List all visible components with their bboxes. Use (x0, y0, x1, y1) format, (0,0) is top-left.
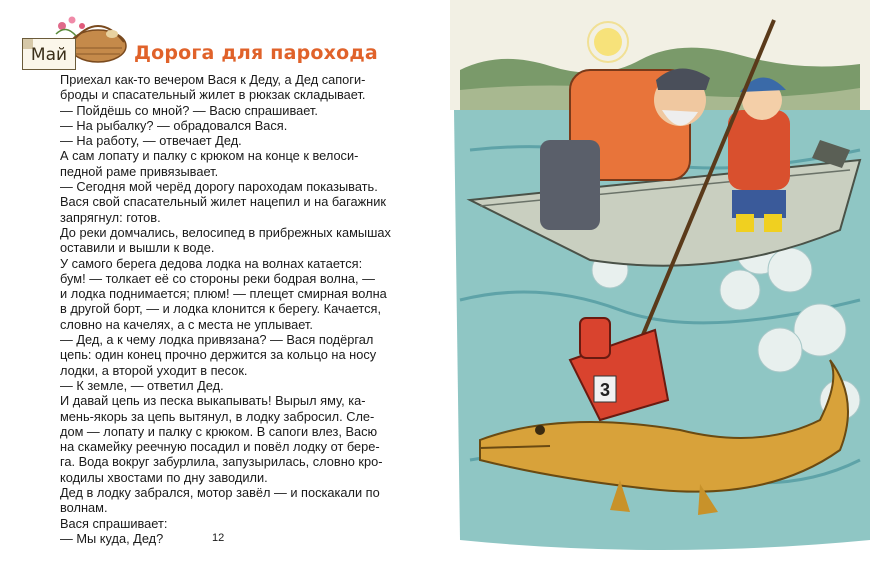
month-label: Май (30, 45, 68, 65)
story-line: запрягнул: готов. (60, 209, 161, 225)
story-line: га. Вода вокруг забурлила, запузырилась, словно кро- (60, 454, 383, 470)
story-line: броды и спасательный жилет в рюкзак складывает. (60, 87, 366, 103)
story-line: лодки, а второй уходит в песок. (60, 362, 248, 378)
story-line: цепь: один конец прочно держится за кольцо на носу (60, 347, 377, 363)
story-line: И давай цепь из песка выкапывать! Вырыл яму, ка- (60, 393, 366, 409)
story-line: педной раме привязывает. (60, 163, 219, 179)
story-line: бум! — толкает её со стороны реки бодрая волна, — (60, 270, 375, 286)
story-line: мень-якорь за цепь вытянул, в лодку забросил. Сле- (60, 408, 375, 424)
month-tab (22, 38, 76, 70)
story-text (60, 72, 396, 546)
story-line: словно на качелях, а с места не уплывает. (60, 316, 313, 332)
story-line: кодилы хвостами по дну заводили. (60, 469, 268, 485)
river-boat-illustration (440, 0, 880, 572)
story-line: У самого берега дедова лодка на волнах катается: (60, 255, 363, 271)
story-line: волнам. (60, 500, 108, 516)
story-line: — Дед, а к чему лодка привязана? — Вася подёргал (60, 332, 374, 348)
story-title: Дорога для парохода (134, 42, 378, 64)
story-line: — Мы куда, Дед? (60, 530, 164, 546)
story-line: А сам лопату и палку с крюком на конце к велоси- (60, 148, 359, 164)
story-line: на скамейку реечную посадил и повёл лодку от бере- (60, 439, 380, 455)
story-line: — К земле, — ответил Дед. (60, 377, 224, 393)
story-line: Приехал как-то вечером Вася к Деду, а Дед сапоги- (60, 72, 366, 87)
page-number: 12 (212, 532, 225, 544)
right-page (440, 0, 880, 572)
sun-icon (594, 28, 622, 56)
story-line: — На рыбалку? — обрадовался Вася. (60, 117, 288, 133)
story-line: — На работу, — отвечает Дед. (60, 133, 242, 149)
story-line: в другой борт, — и лодка клонится к берегу. Качается, (60, 301, 381, 317)
story-line: — Пойдёшь со мной? — Васю спрашивает. (60, 102, 318, 118)
story-line: и лодка поднимается; плюм! — плещет смирная волна (60, 286, 387, 302)
story-line: — Сегодня мой черёд дорогу пароходам показывать. (60, 179, 378, 195)
story-line: Дед в лодку забрался, мотор завёл — и поскакали по (60, 485, 380, 501)
story-line: До реки домчались, велосипед в прибрежных камышах (60, 224, 391, 240)
story-line: дом — лопату и палку с крюком. В сапоги влез, Васю (60, 423, 378, 439)
buoy-number: 3 (599, 380, 611, 400)
story-line: Вася спрашивает: (60, 515, 168, 531)
story-line: оставили и вышли к воде. (60, 240, 215, 256)
story-line: Вася свой спасательный жилет нацепил и на багажник (60, 194, 386, 210)
